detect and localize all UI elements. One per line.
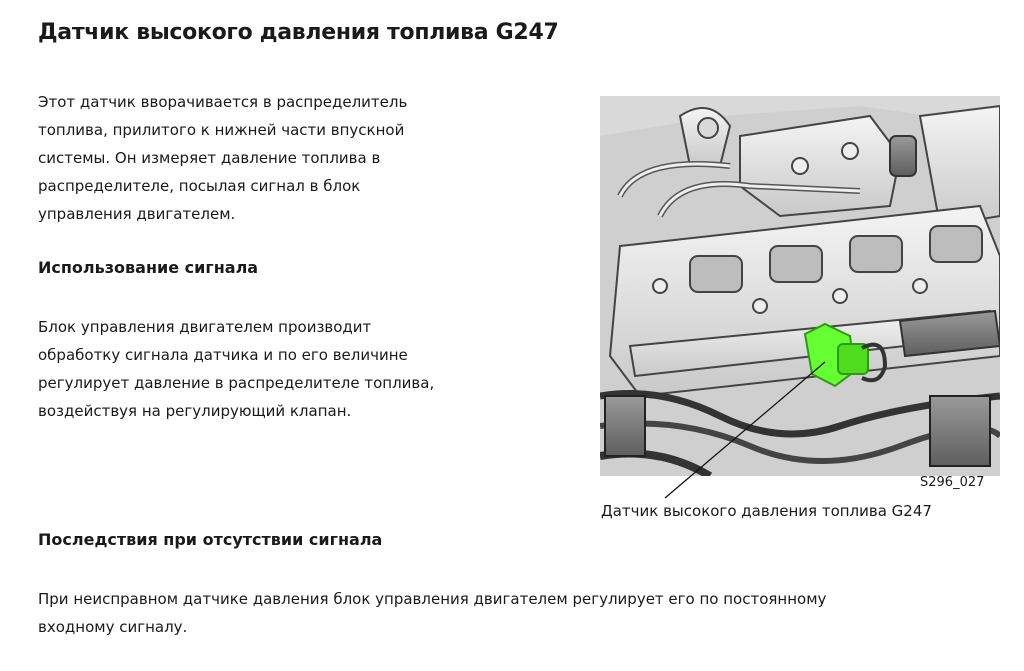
signal-absence-paragraph: При неисправном датчике давления блок управления двигателем регулирует его по постоянному входному сигналу. <box>38 590 827 636</box>
figure-code: S296_027 <box>920 475 985 490</box>
engine-illustration <box>600 96 1000 476</box>
signal-usage-paragraph: Блок управления двигателем производит обработку сигнала датчика и по его величине регулирует давление в распределителе топлива, воздействуя на регулирующий клапан. <box>38 318 435 420</box>
page-title: Датчик высокого давления топлива G247 <box>38 20 559 45</box>
lifting-eye <box>680 108 730 166</box>
figure-caption: Датчик высокого давления топлива G247 <box>601 502 932 520</box>
intro-paragraph: Этот датчик вворачивается в распределитель топлива, прилитого к нижней части впускной системы. Он измеряет давление топлива в распределителе, посылая сигнал в блок управления двигателем. <box>38 93 408 223</box>
engine-drawing <box>600 96 1000 476</box>
signal-absence-heading: Последствия при отсутствии сигнала <box>38 530 383 549</box>
signal-usage-heading: Использование сигнала <box>38 258 259 277</box>
